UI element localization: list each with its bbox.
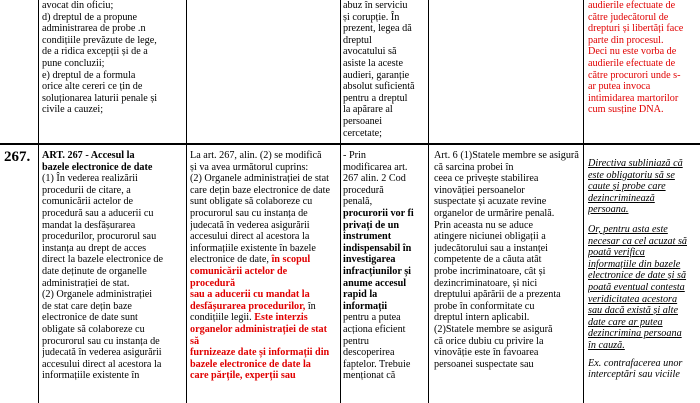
row-divider xyxy=(0,143,700,145)
article-title: ART. 267 - Accesul la xyxy=(42,150,135,161)
amendment-text: La art. 267, alin. (2) se modifică și va avea următorul cuprins: (2) Organele administrației de stat care dețin baze electronice de date sunt obligate să colaboreze cu procurorul sau cu instanța de judecată în vederea asigurării accesului direct al acestora la informațiile existente în bazele electronice de date, în scopul comunicării actelor de procedură sau a aducerii cu mandat la desfășurarea procedurilor, în condițiile legii. Este interzis organelor administrației de stat să furnizeaze date și informații din bazele electronice de date la care părțile, experții sau xyxy=(190,150,330,382)
article-267-text: ART. 267 - Accesul la bazele electronice de date (1) În vederea realizării procedurii de citare, a comunicării actelor de procedură sau a aducerii cu mandat la desfășurarea procedurilor, procurorul sau instanța au drept de acces direct la bazele electronice de date deținute de organelle administrației de stat. (2) Organele administrației de stat care dețin baze electronice de date sunt obligate să colaboreze cu procurorul sau cu instanța de judecată în vederea asigurării accesului direct al acestora la informațiile existente în xyxy=(42,150,184,382)
column-divider xyxy=(186,0,187,403)
prev-row-law-text: avocat din oficiu; d) dreptul de a propune administrarea de probe .n condițiile prevăzute de lege, de a ridica excepții și de a pune concluzii; e) dreptul de a formula orice alte cereri ce țin de soluționarea laturii penale și civile a cauzei; xyxy=(42,0,158,116)
row-number: 267. xyxy=(4,149,31,165)
column-divider xyxy=(428,0,429,403)
column-divider xyxy=(38,0,39,403)
argument-text: - Prin modificarea art. 267 alin. 2 Cod procedură penală, procurorii vor fi privați de un instrument indispensabil în investigarea infracțiunilor și anume accesul rapid la informații pentru a putea acționa eficient pentru descoperirea faptelor. Trebuie menționat că xyxy=(343,150,414,382)
prev-row-argument-text: abuz în serviciu și corupție. În prezent, legea dă dreptul avocatului să asiste la aceste audieri, garanție absolut suficientă pentru a dreptul la apărare al persoanei cercetate; xyxy=(343,0,415,139)
column-divider xyxy=(340,0,341,403)
column-divider xyxy=(583,0,584,403)
comment-text: Directiva subliniază că este obligatoriu să se caute și probe care dezincriminează persoana. Or, pentru asta este necesar ca cel acuzat să poată verifica informațiile din bazele electronice de date și să poată eventual contesta veridicitatea acestora sau dacă există și alte date care ar putea dezincrimina persoana în cauză. Ex. contrafacerea unor interceptări sau viciile xyxy=(588,158,688,381)
directive-text: Art. 6 (1)Statele membre se asigură că sarcina probei în ceea ce privește stabilirea vinovăției persoanelor suspectate și acuzate revine organelor de urmărire penală. Prin aceasta nu se aduce atingere niciunei obligații a judecătorului sau a instanței competente de a căuta atât probe incriminatoare, cât și dezincriminatoare, și nici dreptului apărării de a prezenta probe în conformitate cu dreptul intern aplicabil. (2)Statele membre se asigură că orice dubiu cu privire la vinovăție este în favoarea persoanei suspectate sau xyxy=(434,150,579,370)
article-title: bazele electronice de date xyxy=(42,161,153,173)
prev-row-comment-text: audierile efectuate de către judecătorul de drepturi și libertăți face parte din procesul. Deci nu este vorba de audierile efectuate de către procurori unde s- ar putea invoca intimidarea martorilor cum susține DNA. xyxy=(588,0,684,116)
